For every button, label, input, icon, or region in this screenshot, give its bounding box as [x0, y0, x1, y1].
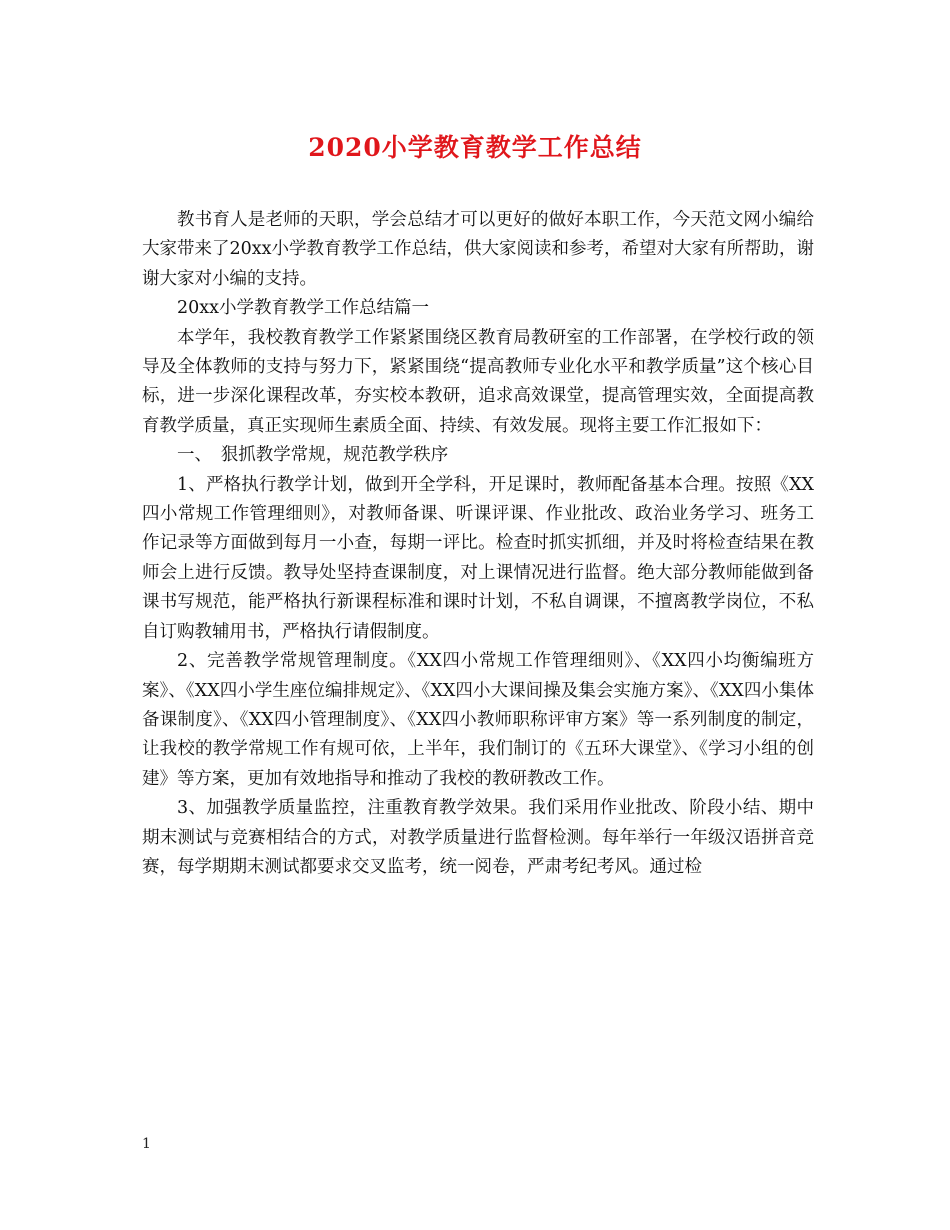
section-heading-part-one: 20xx小学教育教学工作总结篇一	[177, 298, 430, 319]
paragraph-item-2: 2、完善教学常规管理制度。《XX四小常规工作管理细则》、《XX四小均衡编班方案》、《XX四小学生座位编排规定》、《XX四小大课间操及集会实施方案》、《XX四小集体备课制度》、《XX四小管理制度》、《XX四小教师职称评审方案》等一系列制度的制定，让我校的教学常规工作有规可依，上半年，我们制订的《五环大课堂》、《学习小组的创建》等方案，更加有效地指导和推动了我校的教研教改工作。	[142, 651, 814, 789]
document-title: 2020小学教育教学工作总结	[308, 133, 642, 162]
paragraph-overview: 本学年，我校教育教学工作紧紧围绕区教育局教研室的工作部署，在学校行政的领导及全体教师的支持与努力下，紧紧围绕“提高教师专业化水平和教学质量”这个核心目标，进一步深化课程改革，夯实校本教研，追求高效课堂，提高管理实效，全面提高教育教学质量，真正实现师生素质全面、持续、有效发展。现将主要工作汇报如下：	[142, 327, 814, 436]
document-body	[142, 206, 814, 882]
paragraph-intro: 教书育人是老师的天职，学会总结才可以更好的做好本职工作，今天范文网小编给大家带来了20xx小学教育教学工作总结，供大家阅读和参考，希望对大家有所帮助，谢谢大家对小编的支持。	[142, 210, 815, 289]
paragraph-item-3: 3、加强教学质量监控，注重教育教学效果。我们采用作业批改、阶段小结、期中期末测试与竞赛相结合的方式，对教学质量进行监督检测。每年举行一年级汉语拼音竞赛，每学期期末测试都要求交叉监考，统一阅卷，严肃考纪考风。通过检	[142, 798, 814, 877]
paragraph-item-1: 1、严格执行教学计划，做到开全学科，开足课时，教师配备基本合理。按照《XX四小常规工作管理细则》，对教师备课、听课评课、作业批改、政治业务学习、班务工作记录等方面做到每月一小查，每期一评比。检查时抓实抓细，并及时将检查结果在教师会上进行反馈。教导处坚持查课制度，对上课情况进行监督。绝大部分教师能做到备课书写规范，能严格执行新课程标准和课时计划，不私自调课，不擅离教学岗位，不私自订购教辅用书，严格执行请假制度。	[142, 474, 814, 642]
section-heading-routine: 一、 狠抓教学常规，规范教学秩序	[177, 445, 449, 466]
page-number: 1	[142, 1136, 151, 1152]
